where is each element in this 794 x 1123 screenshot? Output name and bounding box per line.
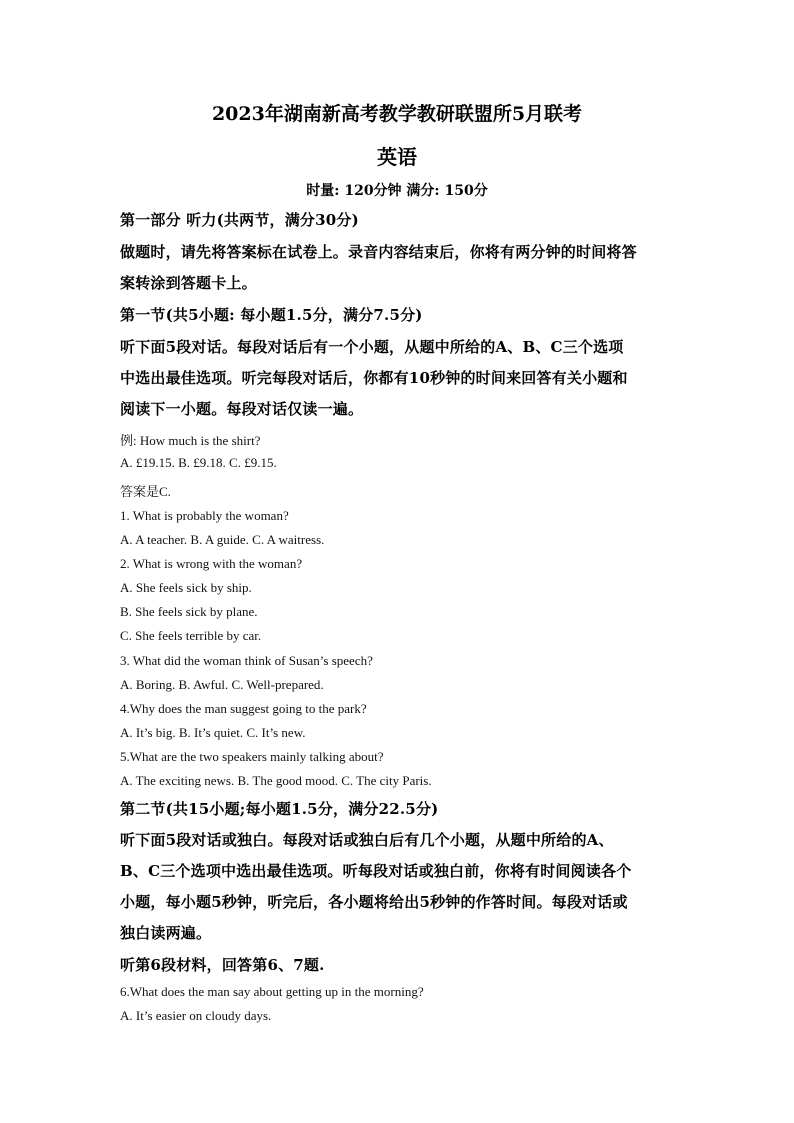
part1-heading: 第一部分 听力(共两节，满分30分) — [120, 211, 359, 229]
section1-instruction: 阅读下一小题。每段对话仅读一遍。 — [120, 400, 364, 418]
material-6-heading: 听第6段材料，回答第6、7题. — [120, 956, 325, 974]
question-1: 1. What is probably the woman? — [120, 508, 289, 523]
example-options: A. £19.15. B. £9.18. C. £9.15. — [120, 455, 277, 470]
part1-instruction: 做题时，请先将答案标在试卷上。录音内容结束后，你将有两分钟的时间将答 — [120, 243, 637, 261]
part1-instruction: 案转涂到答题卡上。 — [120, 274, 257, 292]
question-4: 4.Why does the man suggest going to the park? — [120, 701, 367, 716]
section2-heading: 第二节(共15小题;每小题1.5分，满分22.5分) — [120, 800, 439, 818]
question-1-options: A. A teacher. B. A guide. C. A waitress. — [120, 532, 325, 547]
question-4-options: A. It’s big. B. It’s quiet. C. It’s new. — [120, 725, 306, 740]
section2-instruction: 独白读两遍。 — [120, 924, 212, 942]
section1-instruction: 听下面5段对话。每段对话后有一个小题，从题中所给的A、B、C三个选项 — [120, 338, 624, 356]
question-3: 3. What did the woman think of Susan’s speech? — [120, 653, 373, 668]
section2-instruction: 小题，每小题5秒钟，听完后，各小题将给出5秒钟的作答时间。每段对话或 — [120, 893, 628, 911]
question-2: 2. What is wrong with the woman? — [120, 556, 303, 571]
question-6-option-a: A. It’s easier on cloudy days. — [120, 1008, 272, 1023]
time-score-line: 时量: 120分钟 满分: 150分 — [306, 183, 488, 199]
section1-instruction: 中选出最佳选项。听完每段对话后，你都有10秒钟的时间来回答有关小题和 — [120, 369, 628, 387]
question-5-options: A. The exciting news. B. The good mood. C. The city Paris. — [120, 773, 432, 788]
example-answer: 答案是C. — [120, 484, 171, 499]
question-6: 6.What does the man say about getting up in the morning? — [120, 984, 424, 999]
question-5: 5.What are the two speakers mainly talking about? — [120, 749, 384, 764]
question-2-option-a: A. She feels sick by ship. — [120, 580, 252, 595]
section1-heading: 第一节(共5小题: 每小题1.5分，满分7.5分) — [120, 306, 423, 324]
example-question: 例: How much is the shirt? — [120, 433, 261, 448]
section2-instruction: B、C三个选项中选出最佳选项。听每段对话或独白前，你将有时间阅读各个 — [120, 862, 632, 880]
section2-instruction: 听下面5段对话或独白。每段对话或独白后有几个小题，从题中所给的A、 — [120, 831, 614, 849]
question-2-option-b: B. She feels sick by plane. — [120, 604, 258, 619]
question-3-options: A. Boring. B. Awful. C. Well-prepared. — [120, 677, 324, 692]
subject-title: 英语 — [377, 145, 417, 169]
exam-title: 2023年湖南新高考教学教研联盟所5月联考 — [211, 103, 583, 125]
question-2-option-c: C. She feels terrible by car. — [120, 628, 262, 643]
